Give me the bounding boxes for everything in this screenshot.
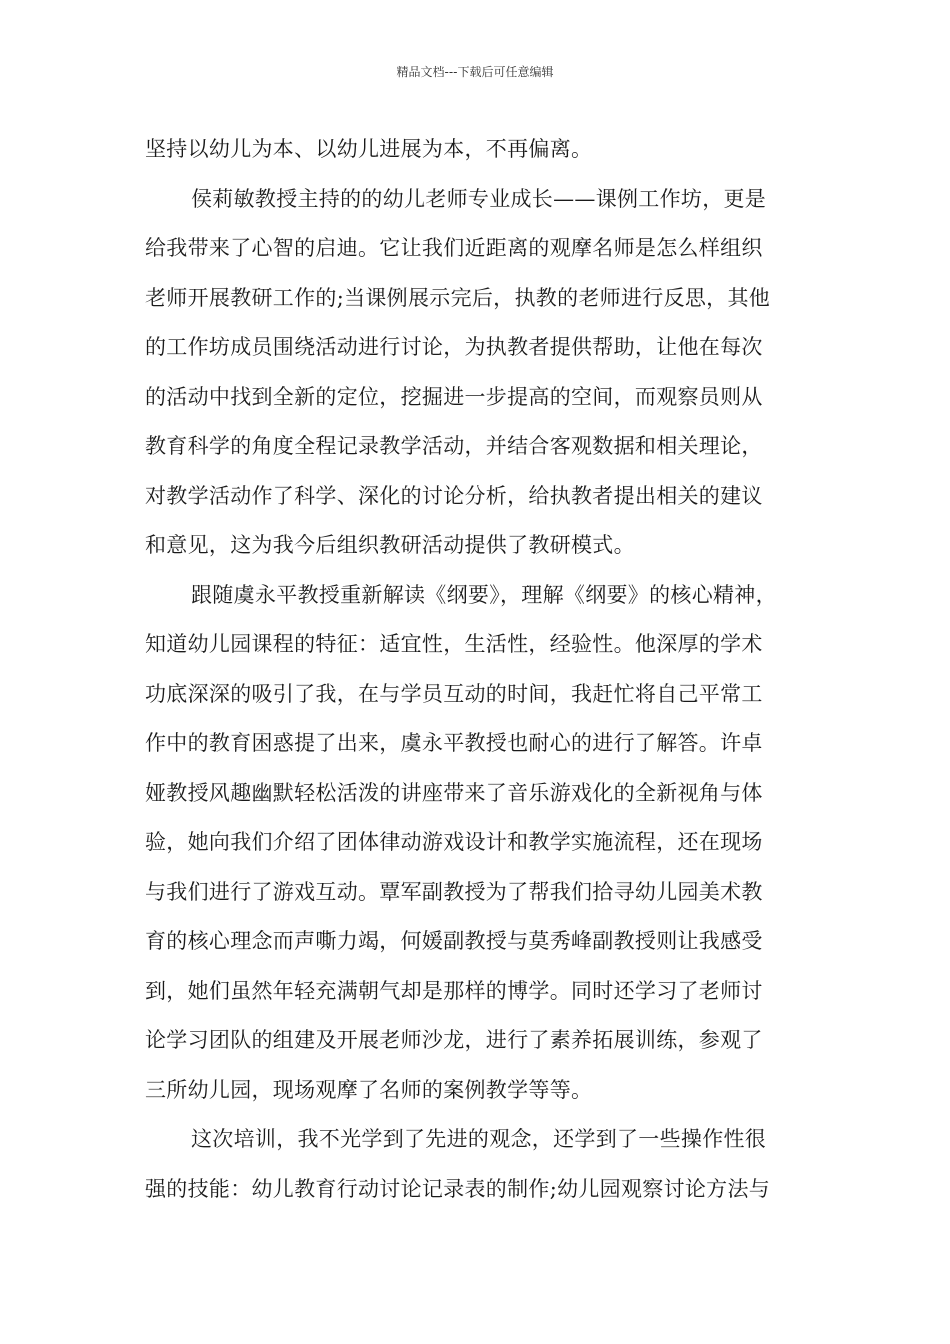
text-line: 对教学活动作了科学、深化的讨论分析，给执教者提出相关的建议	[145, 483, 763, 508]
text-line: 老师开展教研工作的;当课例展示完后，执教的老师进行反思，其他	[145, 285, 771, 310]
text-line: 侯莉敏教授主持的的幼儿老师专业成长——课例工作坊，更是	[191, 186, 767, 211]
text-line: 验，她向我们介绍了团体律动游戏设计和教学实施流程，还在现场	[145, 830, 763, 854]
text-line: 三所幼儿园，现场观摩了名师的案例教学等等。	[145, 1077, 593, 1102]
text-line: 这次培训，我不光学到了先进的观念，还学到了一些操作性很	[191, 1127, 767, 1151]
text-line: 和意见，这为我今后组织教研活动提供了教研模式。	[145, 533, 635, 557]
text-line: 的工作坊成员围绕活动进行讨论，为执教者提供帮助，让他在每次	[145, 335, 763, 359]
text-line: 的活动中找到全新的定位，挖掘进一步提高的空间，而观察员则从	[145, 384, 763, 409]
page-header: 精品文档---下载后可任意编辑	[396, 65, 554, 79]
text-line: 功底深深的吸引了我，在与学员互动的时间，我赶忙将自己平常工	[145, 681, 763, 706]
text-line: 育的核心理念而声嘶力竭，何媛副教授与莫秀峰副教授则让我感受	[145, 929, 763, 953]
text-line: 作中的教育困惑提了出来，虞永平教授也耐心的进行了解答。许卓	[145, 731, 763, 755]
text-line: 娅教授风趣幽默轻松活泼的讲座带来了音乐游戏化的全新视角与体	[145, 780, 763, 805]
document-body	[145, 125, 810, 1214]
text-line: 强的技能：幼儿教育行动讨论记录表的制作;幼儿园观察讨论方法与	[145, 1176, 771, 1201]
text-line: 跟随虞永平教授重新解读《纲要》，理解《纲要》的核心精神，	[191, 582, 777, 607]
text-line: 给我带来了心智的启迪。它让我们近距离的观摩名师是怎么样组织	[145, 236, 763, 260]
text-line: 坚持以幼儿为本、以幼儿进展为本，不再偏离。	[145, 137, 593, 161]
text-line: 与我们进行了游戏互动。覃军副教授为了帮我们拾寻幼儿园美术教	[145, 879, 763, 904]
text-line: 到，她们虽然年轻充满朝气却是那样的博学。同时还学习了老师讨	[145, 978, 763, 1003]
text-line: 教育科学的角度全程记录教学活动，并结合客观数据和相关理论，	[145, 434, 763, 458]
text-line: 知道幼儿园课程的特征：适宜性，生活性，经验性。他深厚的学术	[145, 632, 763, 656]
text-line: 论学习团队的组建及开展老师沙龙，进行了素养拓展训练，参观了	[145, 1028, 763, 1052]
